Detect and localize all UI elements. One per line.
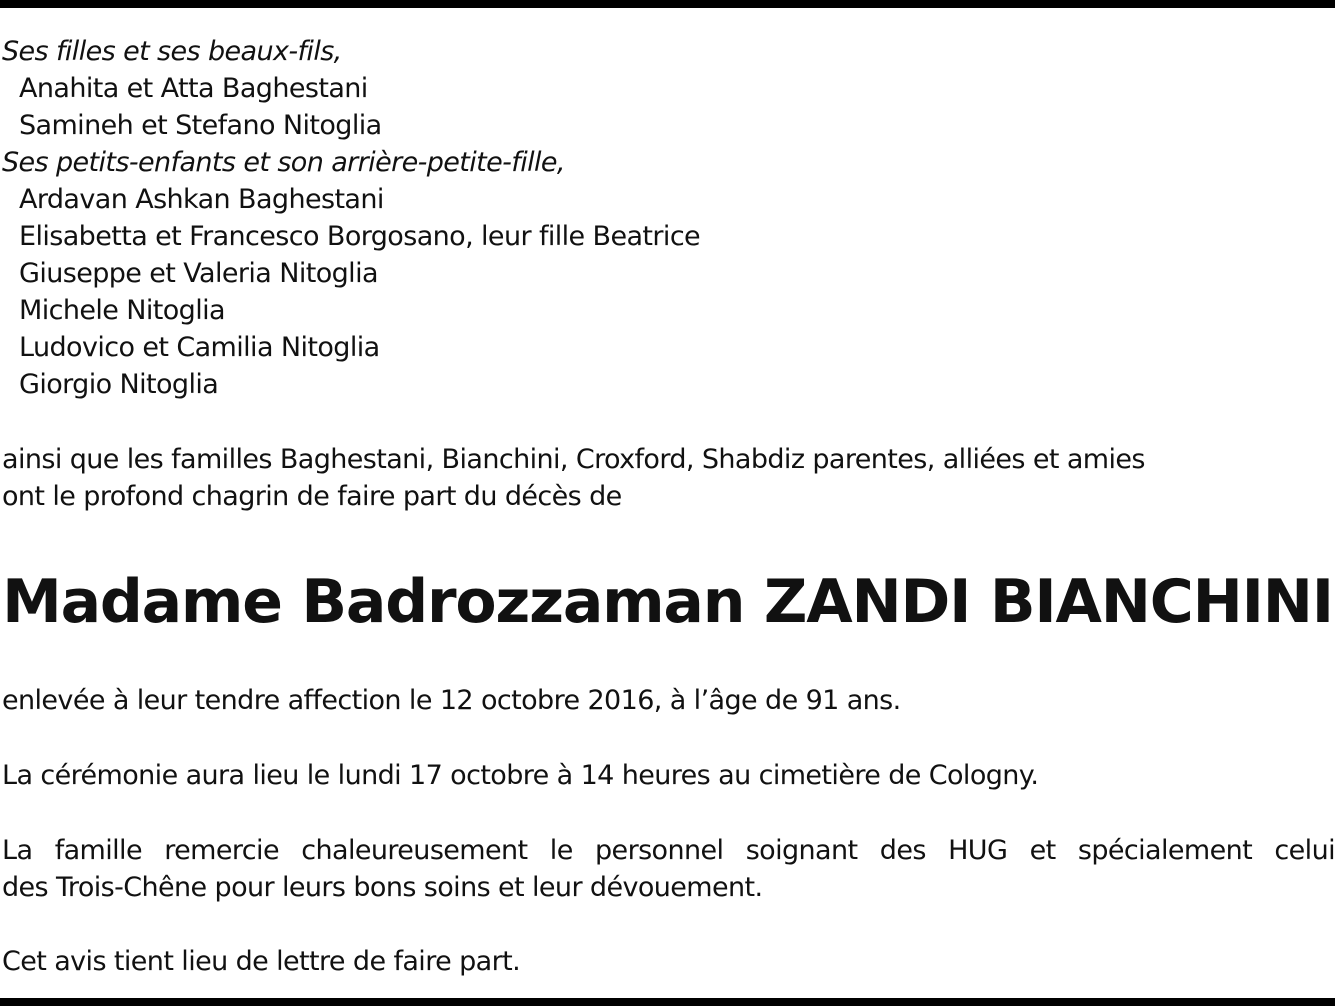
ceremony-paragraph — [2, 757, 1335, 794]
daughters-heading: Ses filles et ses beaux-fils, — [2, 36, 342, 67]
family-member: Giuseppe et Valeria Nitoglia — [19, 258, 378, 289]
grandchildren-heading: Ses petits-enfants et son arrière-petite-fille, — [2, 147, 565, 178]
notice-paragraph — [2, 943, 1335, 980]
deceased-name: Madame Badrozzaman ZANDI BIANCHINI — [2, 567, 1333, 637]
death-date-text: enlevée à leur tendre affection le 12 octobre 2016, à l’âge de 91 ans. — [2, 685, 901, 716]
announcement-line: ainsi que les familles Baghestani, Bianchini, Croxford, Shabdiz parentes, alliées et amies — [2, 444, 1145, 475]
announcement-paragraph — [2, 441, 1335, 515]
thanks-line: La famille remercie chaleureusement le personnel soignant des HUG et spécialement celui — [2, 835, 1335, 866]
bottom-border-rule — [0, 998, 1335, 1006]
thanks-paragraph — [2, 832, 1335, 906]
family-member: Samineh et Stefano Nitoglia — [19, 110, 382, 141]
top-border-rule — [0, 0, 1335, 8]
notice-text: Cet avis tient lieu de lettre de faire part. — [2, 946, 521, 977]
family-member: Elisabetta et Francesco Borgosano, leur fille Beatrice — [19, 221, 701, 252]
family-member: Giorgio Nitoglia — [19, 369, 219, 400]
announcement-line: ont le profond chagrin de faire part du décès de — [2, 481, 622, 512]
thanks-line: des Trois-Chêne pour leurs bons soins et leur dévouement. — [2, 872, 763, 903]
family-member: Ludovico et Camilia Nitoglia — [19, 332, 380, 363]
family-list — [2, 33, 1335, 403]
death-date-paragraph — [2, 682, 1335, 719]
family-member: Anahita et Atta Baghestani — [19, 73, 368, 104]
family-member: Michele Nitoglia — [19, 295, 225, 326]
family-member: Ardavan Ashkan Baghestani — [19, 184, 384, 215]
ceremony-text: La cérémonie aura lieu le lundi 17 octobre à 14 heures au cimetière de Cologny. — [2, 760, 1039, 791]
